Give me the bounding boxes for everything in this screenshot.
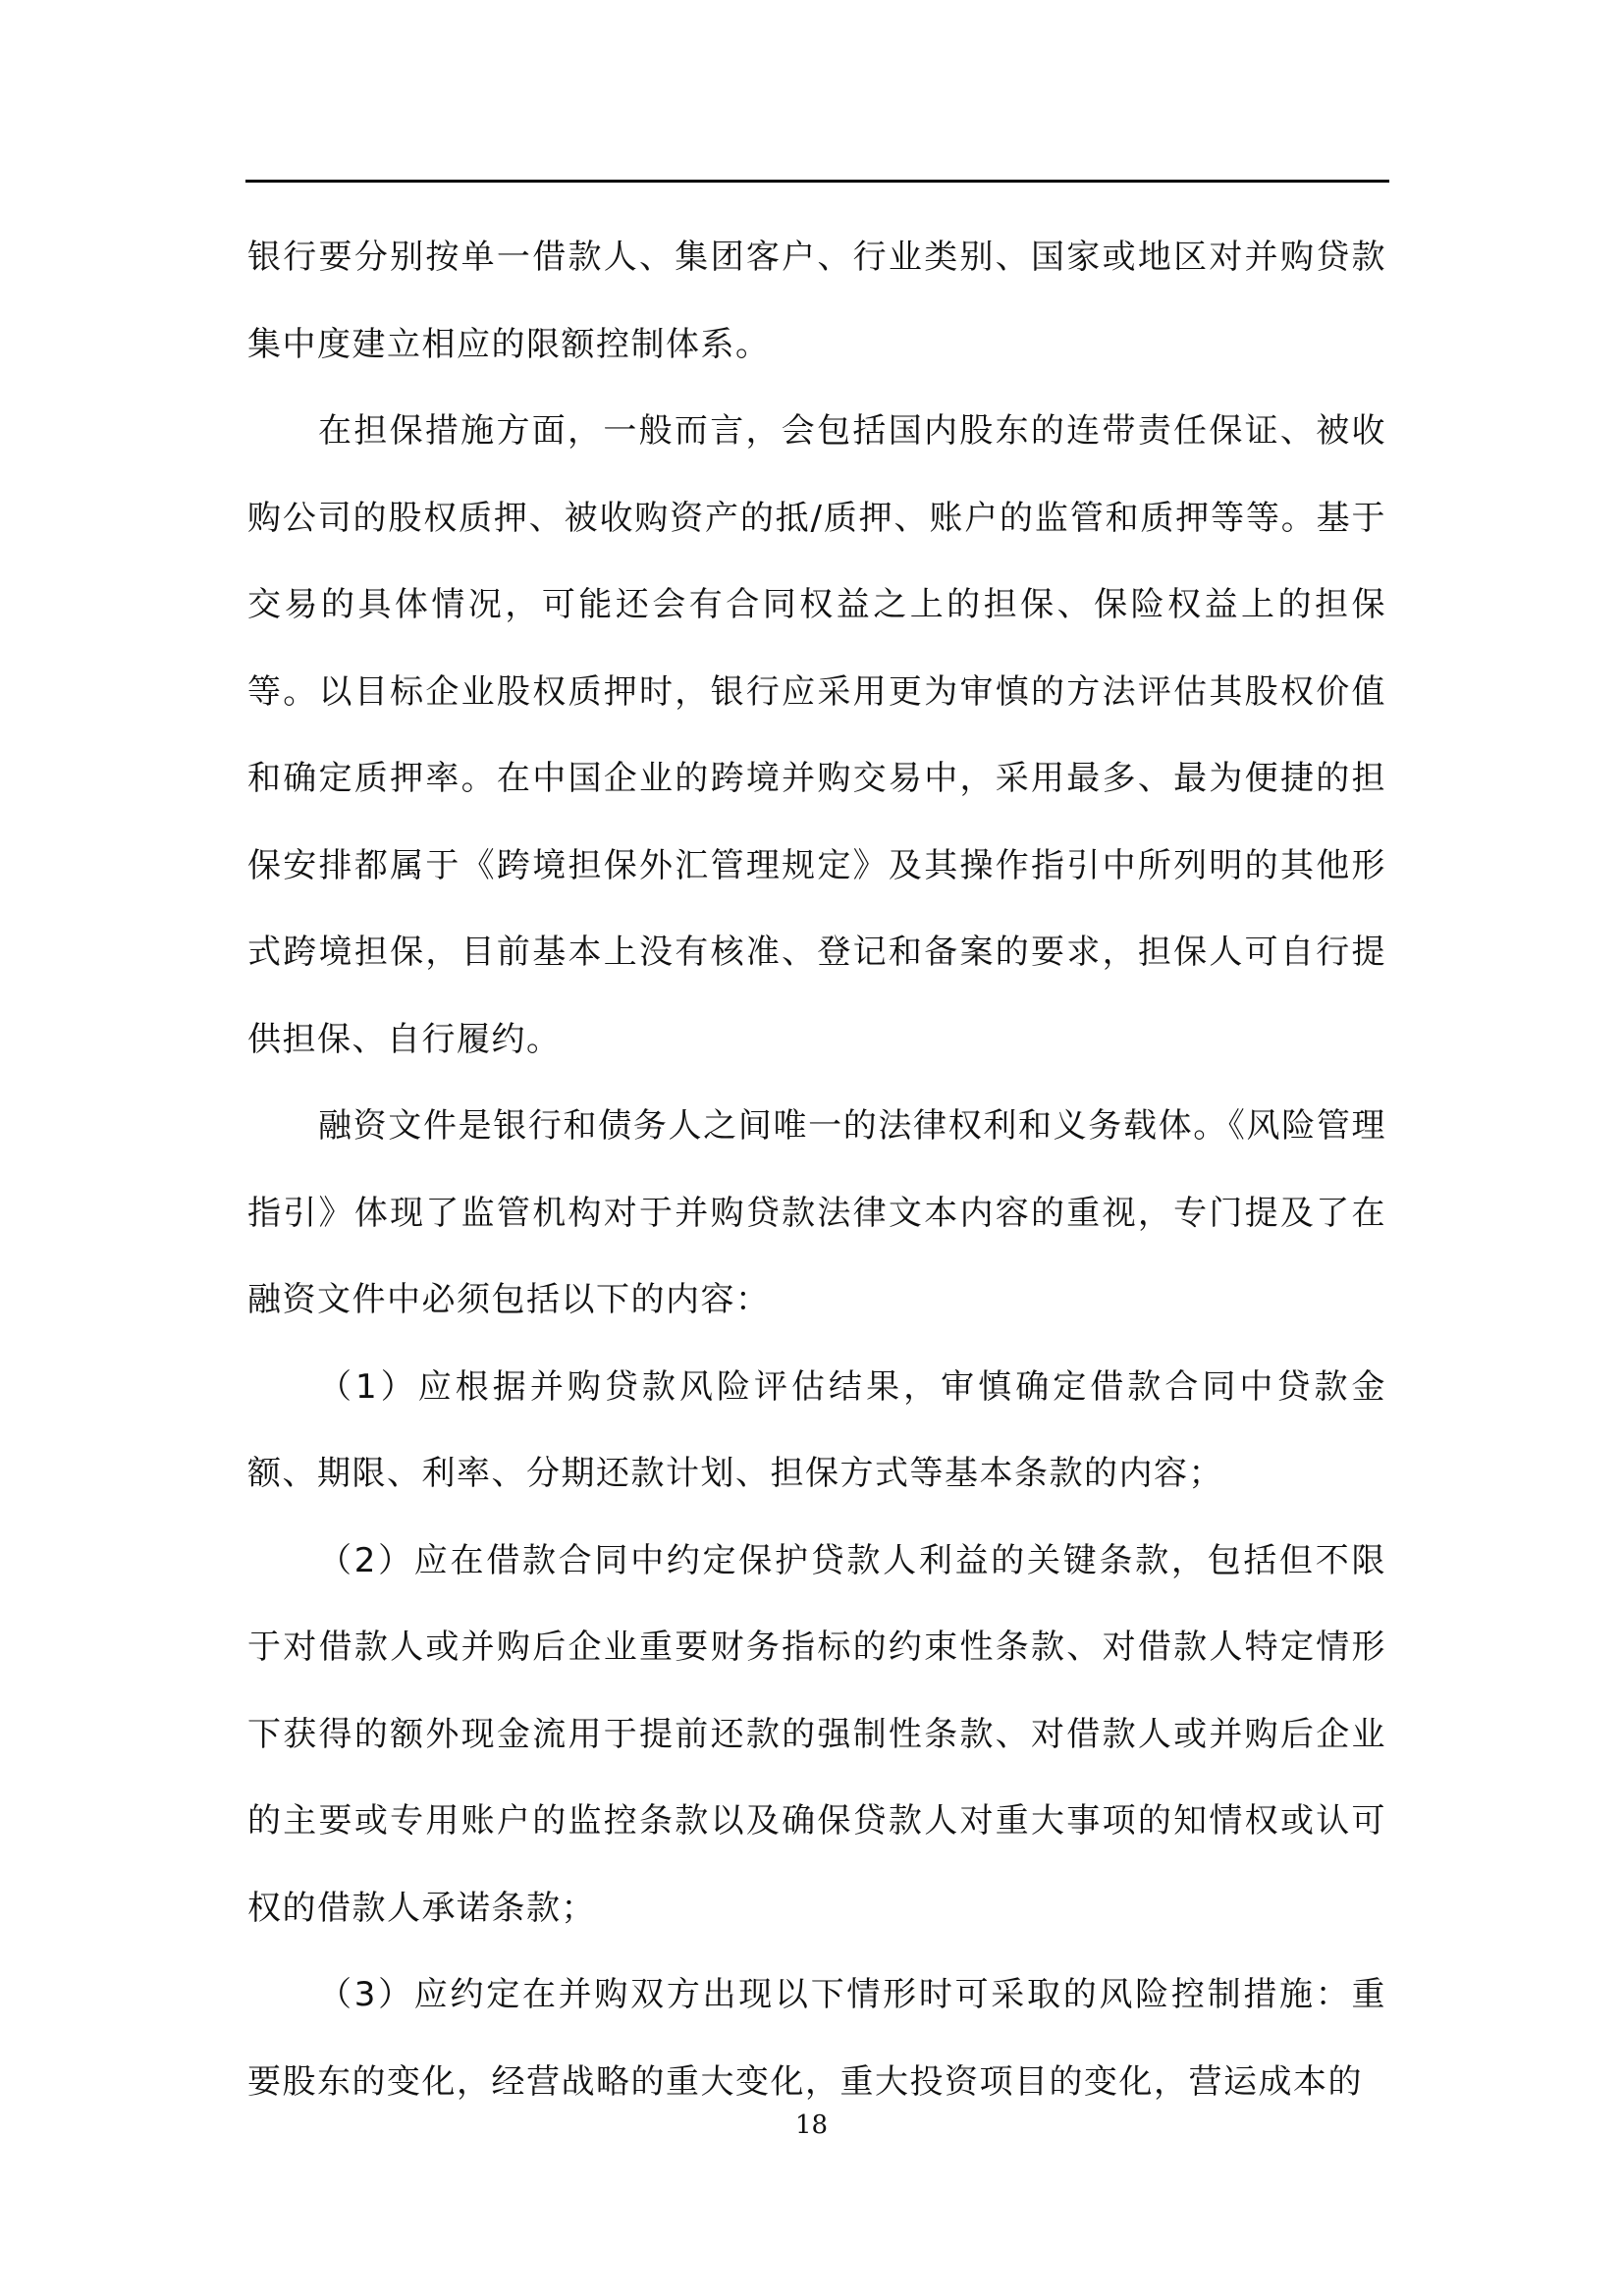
paragraph-item-1: （1）应根据并购贷款风险评估结果，审慎确定借款合同中贷款金额、期限、利率、分期还款计划、担保方式等基本条款的内容； <box>247 1366 1386 1493</box>
paragraph-concentration-limits: 银行要分别按单一借款人、集团客户、行业类别、国家或地区对并购贷款集中度建立相应的限额控制体系。 <box>247 238 1386 364</box>
paragraph-guarantee-measures: 在担保措施方面，一般而言，会包括国内股东的连带责任保证、被收购公司的股权质押、被收购资产的抵/质押、账户的监管和质押等等。基于交易的具体情况，可能还会有合同权益之上的担保、保险权益上的担保等。以目标企业股权质押时，银行应采用更为审慎的方法评估其股权价值和确定质押率。在中国企业的跨境并购交易中，采用最多、最为便捷的担保安排都属于《跨境担保外汇管理规定》及其操作指引中所列明的其他形式跨境担保，目前基本上没有核准、登记和备案的要求，担保人可自行提供担保、自行履约。 <box>247 411 1386 1059</box>
body-text <box>247 214 1386 2125</box>
paragraph-item-3: （3）应约定在并购双方出现以下情形时可采取的风险控制措施：重要股东的变化，经营战略的重大变化，重大投资项目的变化，营运成本的 <box>247 1975 1386 2102</box>
paragraph-item-2: （2）应在借款合同中约定保护贷款人利益的关键条款，包括但不限于对借款人或并购后企业重要财务指标的约束性条款、对借款人特定情形下获得的额外现金流用于提前还款的强制性条款、对借款人或并购后企业的主要或专用账户的监控条款以及确保贷款人对重大事项的知情权或认可权的借款人承诺条款； <box>247 1540 1386 1928</box>
page-number: 18 <box>794 2110 829 2140</box>
header-rule <box>245 180 1389 183</box>
paragraph-financing-documents: 融资文件是银行和债务人之间唯一的法律权利和义务载体。《风险管理指引》体现了监管机构对于并购贷款法律文本内容的重视，专门提及了在融资文件中必须包括以下的内容： <box>247 1106 1386 1319</box>
